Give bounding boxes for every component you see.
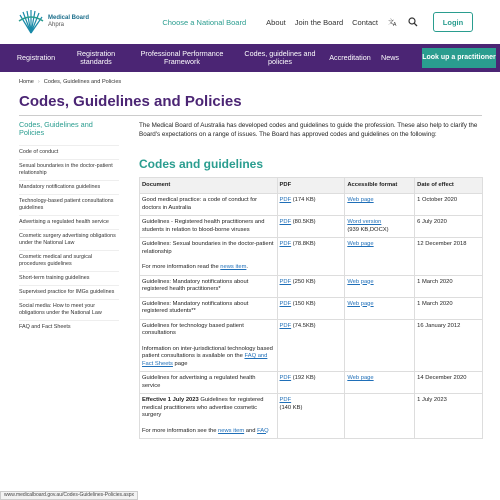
nav-item-registration[interactable]: Registration xyxy=(16,53,56,62)
header-pdf: PDF xyxy=(277,178,345,194)
sidebar-item-supervised-practice[interactable]: Supervised practice for IMGs guidelines xyxy=(19,285,119,299)
pdf-size: (174 KB) xyxy=(291,197,316,203)
document-title: Guidelines: Sexual boundaries in the doctor-patient relationship xyxy=(142,241,274,255)
contact-link[interactable]: Contact xyxy=(352,17,378,27)
web-page-link[interactable]: Web page xyxy=(347,241,374,247)
pdf-link[interactable]: PDF xyxy=(279,219,292,225)
table-row xyxy=(140,216,483,238)
join-board-link[interactable]: Join the Board xyxy=(294,17,344,27)
web-page-link[interactable]: Web page xyxy=(347,278,374,285)
word-version-size: (939 KB,DOCX) xyxy=(347,226,389,233)
sidebar-item-technology-consultations[interactable]: Technology-based patient consultations guidelines xyxy=(19,194,119,215)
pdf-size: (78.8KB) xyxy=(291,241,316,247)
pdf-size: (150 KB) xyxy=(291,300,316,307)
sidebar-item-advertising[interactable]: Advertising a regulated health service xyxy=(19,215,119,229)
word-version-link[interactable]: Word version xyxy=(347,219,382,225)
section-title: Codes and guidelines xyxy=(139,157,264,171)
pdf-link[interactable]: PDF xyxy=(279,241,292,247)
logo-title: Medical Board xyxy=(48,15,90,21)
cell-date: 16 January 2012 xyxy=(415,319,483,372)
cell-document: Guidelines: Sexual boundaries in the doctor-patient relationship For more information read the news item. xyxy=(140,238,278,276)
table-row xyxy=(140,297,483,319)
cell-document xyxy=(140,297,278,319)
pdf-link[interactable]: PDF xyxy=(279,278,292,285)
sidebar-item-mandatory-notifications[interactable]: Mandatory notifications guidelines xyxy=(19,180,119,194)
choose-national-board-link[interactable]: Choose a National Board xyxy=(162,17,247,27)
cell-document xyxy=(140,372,278,394)
site-header xyxy=(0,0,500,44)
cell-pdf xyxy=(277,297,345,319)
sidebar-item-code-of-conduct[interactable]: Code of conduct xyxy=(19,145,119,159)
faq-link[interactable]: FAQ xyxy=(257,427,269,434)
pdf-size: (140 KB) xyxy=(279,404,303,411)
cell-date: 14 December 2020 xyxy=(415,372,483,394)
header-date-of-effect: Date of effect xyxy=(415,178,483,194)
cell-pdf xyxy=(277,394,345,439)
nav-item-news[interactable]: News xyxy=(381,53,399,62)
cell-date: 6 July 2020 xyxy=(415,216,483,238)
sidebar-item-cosmetic-advertising[interactable]: Cosmetic surgery advertising obligations under the National Law xyxy=(19,229,119,250)
more-info-tail: and xyxy=(244,427,258,434)
news-item-link[interactable]: news item xyxy=(218,427,245,434)
nav-item-professional-performance-framework[interactable]: Professional Performance Framework xyxy=(140,49,224,66)
pdf-link[interactable]: PDF xyxy=(279,197,292,203)
table-row xyxy=(140,394,483,439)
sidebar-item-sexual-boundaries[interactable]: Sexual boundaries in the doctor-patient relationship xyxy=(19,159,119,180)
table-row xyxy=(140,372,483,394)
logo-subtitle: Ahpra xyxy=(48,22,65,28)
page-title: Codes, Guidelines and Policies xyxy=(19,93,242,110)
sidebar xyxy=(19,121,119,334)
logo-fan-icon xyxy=(17,9,45,35)
pdf-link[interactable]: PDF xyxy=(279,300,292,307)
title-divider xyxy=(19,115,482,116)
cell-date: 12 December 2018 xyxy=(415,238,483,276)
table-row xyxy=(140,194,483,216)
cell-accessible xyxy=(345,394,415,439)
translate-icon[interactable] xyxy=(387,16,399,28)
intro-paragraph: The Medical Board of Australia has developed codes and guidelines to guide the profession. These also help to clarify the Board's expectations on a range of issues. The Board has approved codes and guidelines on the following: xyxy=(139,122,478,138)
cell-accessible xyxy=(345,216,415,238)
svg-text:文: 文 xyxy=(388,19,395,26)
cell-document xyxy=(140,394,278,439)
document-title: Guidelines - Registered health practitioners and students in relation to blood-borne viruses xyxy=(142,219,265,233)
sidebar-item-social-media[interactable]: Social media: How to meet your obligations under the National Law xyxy=(19,299,119,320)
codes-table xyxy=(139,177,483,439)
web-page-link[interactable]: Web page xyxy=(347,300,374,307)
cell-document xyxy=(140,275,278,297)
cell-date: 1 October 2020 xyxy=(415,194,483,216)
pdf-size: (250 KB) xyxy=(291,278,316,285)
document-title: Guidelines for registered medical practitioners who advertise cosmetic surgery xyxy=(142,397,264,418)
more-info-text: For more information read the xyxy=(142,264,221,270)
svg-text:A: A xyxy=(393,22,397,27)
document-title: Guidelines for technology based patient consultations xyxy=(142,322,244,336)
more-info-text: Information on inter-jurisdictional technology based patient consultations is available on the xyxy=(142,345,273,359)
cell-pdf xyxy=(277,275,345,297)
pdf-link[interactable]: PDF xyxy=(279,397,292,403)
cell-date: 1 March 2020 xyxy=(415,275,483,297)
header-document: Document xyxy=(140,178,278,194)
cell-document xyxy=(140,319,278,372)
cell-accessible xyxy=(345,238,415,276)
cell-pdf xyxy=(277,372,345,394)
web-page-link[interactable]: Web page xyxy=(347,375,374,381)
header-accessible-format: Accessible format xyxy=(345,178,415,194)
cell-pdf xyxy=(277,216,345,238)
web-page-link[interactable]: Web page xyxy=(347,197,374,203)
cell-date: 1 March 2020 xyxy=(415,297,483,319)
more-info-text: For more information see the xyxy=(142,427,219,434)
faq-fact-sheets-link[interactable]: FAQ and Fact Sheets xyxy=(142,353,268,367)
about-link[interactable]: About xyxy=(266,17,286,27)
cell-accessible xyxy=(345,297,415,319)
cell-document xyxy=(140,194,278,216)
lookup-practitioner-button[interactable]: Look up a practitioner xyxy=(422,48,496,68)
pdf-link[interactable]: PDF xyxy=(279,375,292,381)
cell-pdf xyxy=(277,319,345,372)
cell-pdf xyxy=(277,194,345,216)
nav-item-codes-guidelines-policies[interactable]: Codes, guidelines and policies xyxy=(244,49,316,66)
sidebar-item-faq[interactable]: FAQ and Fact Sheets xyxy=(19,320,119,334)
document-title: Guidelines for advertising a regulated health service xyxy=(142,375,256,389)
cell-accessible xyxy=(345,372,415,394)
cell-accessible xyxy=(345,275,415,297)
cell-accessible xyxy=(345,194,415,216)
more-info-tail: page xyxy=(172,360,188,367)
document-title: Guidelines: Mandatory notifications about registered health practitioners* xyxy=(142,278,249,292)
breadcrumb-separator-icon: › xyxy=(37,79,40,85)
table-header-row xyxy=(140,178,483,194)
cell-document xyxy=(140,216,278,238)
nav-item-registration-standards[interactable]: Registration standards xyxy=(76,49,116,66)
nav-item-accreditation[interactable]: Accreditation xyxy=(329,53,371,62)
pdf-size: (80.5KB) xyxy=(291,219,316,225)
table-row xyxy=(140,319,483,372)
document-title: Good medical practice: a code of conduct for doctors in Australia xyxy=(142,197,258,211)
browser-status-bar: www.medicalboard.gov.au/Codes-Guidelines-Policies.aspx xyxy=(0,491,138,500)
table-row xyxy=(140,238,483,276)
sidebar-heading[interactable]: Codes, Guidelines and Policies xyxy=(19,120,93,137)
effective-date-label: Effective 1 July 2023 xyxy=(142,397,199,403)
table-row xyxy=(140,275,483,297)
search-icon[interactable] xyxy=(407,16,419,28)
cell-accessible xyxy=(345,319,415,372)
sidebar-item-cosmetic-procedures[interactable]: Cosmetic medical and surgical procedures guidelines xyxy=(19,250,119,271)
pdf-size: (74.5KB) xyxy=(291,322,316,329)
breadcrumb xyxy=(19,79,121,85)
document-title: Guidelines: Mandatory notifications about registered students** xyxy=(142,300,249,314)
pdf-link[interactable]: PDF xyxy=(279,322,292,329)
main-navigation xyxy=(0,44,500,72)
cell-date: 1 July 2023 xyxy=(415,394,483,439)
sidebar-item-short-term-training[interactable]: Short-term training guidelines xyxy=(19,271,119,285)
pdf-size: (192 KB) xyxy=(291,375,316,381)
news-item-link[interactable]: news item xyxy=(220,264,247,270)
login-button[interactable]: Login xyxy=(433,12,473,32)
medical-board-logo[interactable] xyxy=(17,8,97,36)
breadcrumb-home[interactable]: Home xyxy=(19,79,34,85)
breadcrumb-current: Codes, Guidelines and Policies xyxy=(43,79,122,85)
cell-pdf xyxy=(277,238,345,276)
